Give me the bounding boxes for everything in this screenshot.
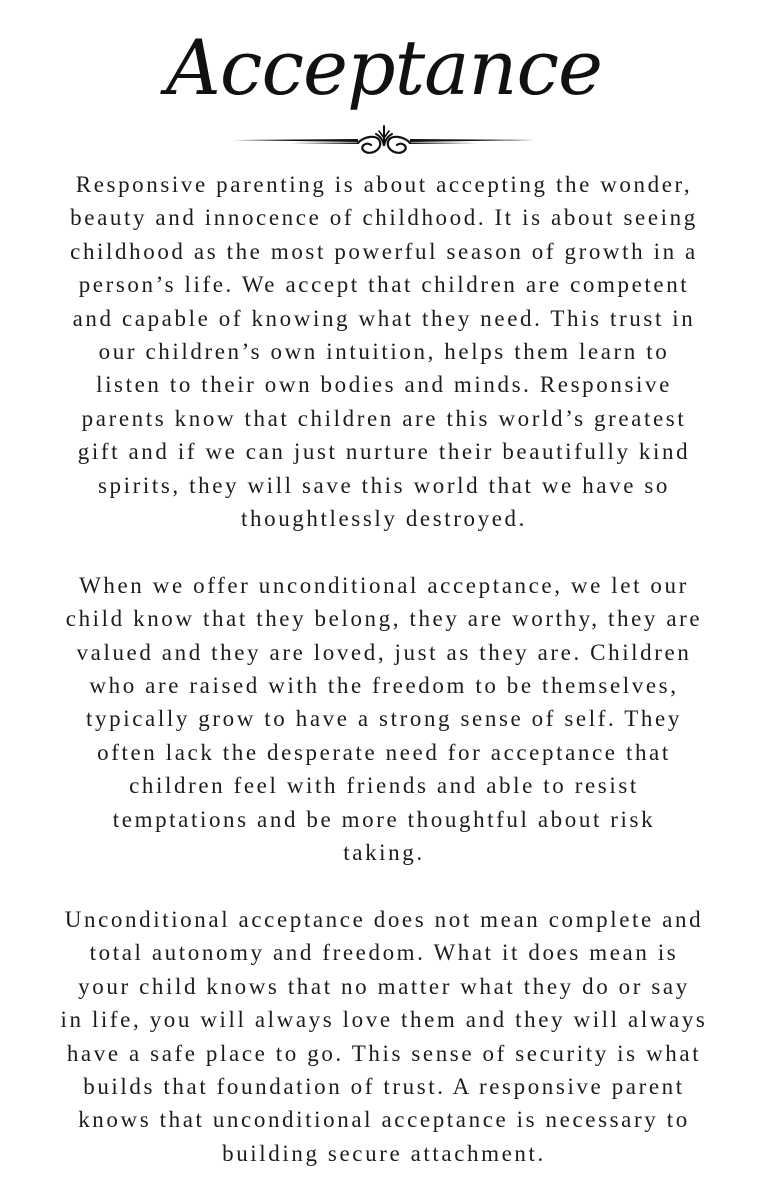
flourish-divider-icon <box>230 124 538 160</box>
paragraph-spacer <box>0 535 768 568</box>
text-line: taking. <box>343 840 425 866</box>
text-line: builds that foundation of trust. A responsive parent <box>83 1073 685 1099</box>
text-line: valued and they are loved, just as they are. Children <box>76 639 692 665</box>
text-line: who are raised with the freedom to be themselves, <box>89 673 679 699</box>
text-line: building secure attachment. <box>222 1140 546 1166</box>
text-line: person’s life. We accept that children are competent <box>78 272 690 298</box>
text-line: knows that unconditional acceptance is necessary to <box>78 1107 690 1133</box>
body-text <box>0 168 768 1170</box>
text-line: child know that they belong, they are worthy, they are <box>65 606 703 632</box>
text-line: often lack the desperate need for acceptance that <box>97 739 671 765</box>
text-line: typically grow to have a strong sense of self. They <box>86 706 682 732</box>
text-line: spirits, they will save this world that we have so <box>97 472 671 498</box>
text-line: Responsive parenting is about accepting the wonder, <box>75 172 693 197</box>
text-line: our children’s own intuition, helps them learn to <box>98 339 670 365</box>
text-line: temptations and be more thoughtful about risk <box>112 806 656 832</box>
paragraph-2 <box>0 569 768 870</box>
text-line: and capable of knowing what they need. This trust in <box>72 305 696 331</box>
text-line: thoughtlessly destroyed. <box>241 506 527 532</box>
paragraph-spacer <box>0 870 768 903</box>
text-line: Unconditional acceptance does not mean complete and <box>64 906 704 932</box>
text-line: parents know that children are this world’s greatest <box>81 405 687 431</box>
text-line: in life, you will always love them and they will always <box>60 1007 708 1033</box>
text-line: When we offer unconditional acceptance, we let our <box>79 572 689 598</box>
text-line: have a safe place to go. This sense of security is what <box>66 1040 702 1066</box>
text-line: total autonomy and freedom. What it does mean is <box>89 940 679 966</box>
text-line: your child knows that no matter what they do or say <box>78 973 690 999</box>
text-line: children feel with friends and able to resist <box>129 773 639 799</box>
text-line: childhood as the most powerful season of growth in a <box>70 238 698 264</box>
paragraph-3 <box>0 903 768 1170</box>
paragraph-1 <box>0 168 768 535</box>
text-line: gift and if we can just nurture their beautifully kind <box>77 439 691 465</box>
page-title: Acceptance <box>166 23 602 112</box>
text-line: listen to their own bodies and minds. Responsive <box>96 372 672 398</box>
text-line: beauty and innocence of childhood. It is about seeing <box>70 205 698 231</box>
